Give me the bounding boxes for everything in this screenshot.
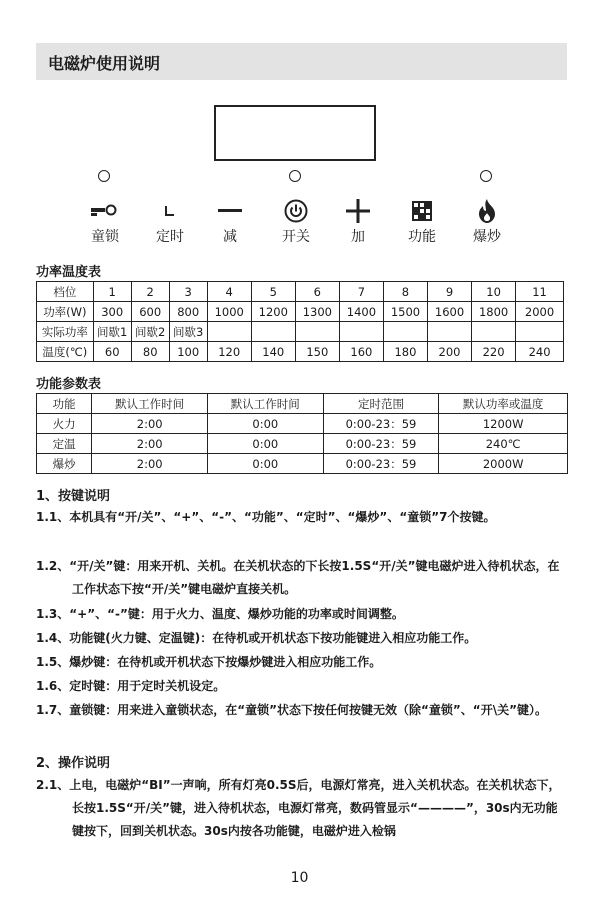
paragraph-1-4: 1.4、功能键(火力键、定温键)：在待机或开机状态下按功能键进入相应功能工作。 xyxy=(36,631,477,645)
table-cell: 140 xyxy=(251,342,295,362)
key-label: 爆炒 xyxy=(473,229,501,245)
table-cell: 11 xyxy=(516,282,564,302)
table-row xyxy=(37,414,568,434)
table-cell xyxy=(427,322,471,342)
paragraph-1-7: 1.7、童锁键：用来进入童锁状态，在“童锁”状态下按任何按键无效（除“童锁”、“开\关”键）。 xyxy=(36,703,547,717)
table-cell: 10 xyxy=(472,282,516,302)
table-cell: 2000W xyxy=(439,454,568,474)
table-cell: 300 xyxy=(93,302,131,322)
key-label: 加 xyxy=(351,229,365,245)
table-cell: 间歇3 xyxy=(169,322,207,342)
table-cell xyxy=(383,322,427,342)
indicator-led-function xyxy=(480,170,492,182)
table-cell xyxy=(207,322,251,342)
keys-section-title: 1、按键说明 xyxy=(36,489,111,504)
table-cell: 180 xyxy=(383,342,427,362)
table-cell: 间歇1 xyxy=(93,322,131,342)
table-cell: 9 xyxy=(427,282,471,302)
indicator-led-power xyxy=(289,170,301,182)
key-label: 减 xyxy=(223,229,237,245)
table-row xyxy=(37,434,568,454)
table-cell: 实际功率 xyxy=(37,322,94,342)
table-cell: 160 xyxy=(339,342,383,362)
plus-key xyxy=(328,198,388,246)
key-label: 童锁 xyxy=(91,229,119,245)
paragraph-1-2: 1.2、“开/关”键：用来开机、关机。在关机状态的下长按1.5S“开/关”键电磁炉进入待机状态，在工作状态下按“开/关”键电磁炉直接关机。 xyxy=(36,559,560,596)
timer-icon xyxy=(140,198,200,224)
table-cell: 0:00 xyxy=(207,454,323,474)
table-cell xyxy=(295,322,339,342)
table-cell: 默认工作时间 xyxy=(92,394,208,414)
table-cell: 默认工作时间 xyxy=(207,394,323,414)
power-table-title: 功率温度表 xyxy=(36,265,102,280)
function-grid-icon xyxy=(392,198,452,224)
table-cell: 1400 xyxy=(339,302,383,322)
table-cell: 1300 xyxy=(295,302,339,322)
power-temperature-table xyxy=(36,281,564,362)
paragraph-2-1: 2.1、上电，电磁炉“BI”一声响，所有灯亮0.5S后，电源灯常亮，进入关机状态。在关机状态下，长按1.5S“开/关”键，进入待机状态，电源灯常亮，数码管显示“————”，30s内无功能键按下，回到关机状态。30s内按各功能键，电磁炉进入检锅 xyxy=(36,778,561,838)
table-row xyxy=(37,454,568,474)
table-cell: 800 xyxy=(169,302,207,322)
function-key xyxy=(392,198,452,246)
table-cell xyxy=(339,322,383,342)
table-cell: 1200W xyxy=(439,414,568,434)
table-cell: 8 xyxy=(383,282,427,302)
page-number: 10 xyxy=(290,870,309,886)
table-cell: 2 xyxy=(131,282,169,302)
table-row xyxy=(37,302,564,322)
table-cell xyxy=(472,322,516,342)
key-label: 定时 xyxy=(156,229,184,245)
table-cell: 150 xyxy=(295,342,339,362)
table-cell: 600 xyxy=(131,302,169,322)
key-label: 开关 xyxy=(282,229,310,245)
table-cell: 2:00 xyxy=(92,454,208,474)
table-cell: 温度(℃) xyxy=(37,342,94,362)
table-cell: 1800 xyxy=(472,302,516,322)
table-cell: 100 xyxy=(169,342,207,362)
table-cell: 2:00 xyxy=(92,434,208,454)
table-cell: 功能 xyxy=(37,394,92,414)
table-row xyxy=(37,282,564,302)
minus-icon xyxy=(200,198,260,224)
table-cell: 120 xyxy=(207,342,251,362)
table-cell: 1 xyxy=(93,282,131,302)
table-cell: 7 xyxy=(339,282,383,302)
table-row xyxy=(37,394,568,414)
table-cell: 档位 xyxy=(37,282,94,302)
table-cell: 爆炒 xyxy=(37,454,92,474)
paragraph-1-1: 1.1、本机具有“开/关”、“+”、“-”、“功能”、“定时”、“爆炒”、“童锁”7个按键。 xyxy=(36,510,496,524)
operations-section-title: 2、操作说明 xyxy=(36,756,111,771)
child-lock-icon xyxy=(75,198,135,224)
function-parameter-table xyxy=(36,393,568,474)
indicator-led-lock xyxy=(98,170,110,182)
paragraph-1-5: 1.5、爆炒键：在待机或开机状态下按爆炒键进入相应功能工作。 xyxy=(36,655,382,669)
table-cell: 3 xyxy=(169,282,207,302)
power-key xyxy=(266,198,326,246)
child-lock-key xyxy=(75,198,135,246)
table-cell: 220 xyxy=(472,342,516,362)
display-window xyxy=(214,105,376,161)
function-table-title: 功能参数表 xyxy=(36,377,102,392)
table-row xyxy=(37,322,564,342)
flame-icon xyxy=(457,198,517,224)
table-cell: 2000 xyxy=(516,302,564,322)
table-cell: 默认功率或温度 xyxy=(439,394,568,414)
table-cell: 5 xyxy=(251,282,295,302)
table-row xyxy=(37,342,564,362)
power-icon xyxy=(266,198,326,224)
table-cell: 0:00-23：59 xyxy=(323,434,439,454)
table-cell: 1600 xyxy=(427,302,471,322)
table-cell: 240℃ xyxy=(439,434,568,454)
table-cell: 200 xyxy=(427,342,471,362)
table-cell: 0:00-23：59 xyxy=(323,454,439,474)
section-header xyxy=(36,43,567,80)
table-cell: 0:00-23：59 xyxy=(323,414,439,434)
paragraph-1-6: 1.6、定时键：用于定时关机设定。 xyxy=(36,679,226,693)
key-label: 功能 xyxy=(408,229,436,245)
table-cell: 6 xyxy=(295,282,339,302)
table-cell xyxy=(251,322,295,342)
table-cell: 1000 xyxy=(207,302,251,322)
table-cell: 60 xyxy=(93,342,131,362)
table-cell xyxy=(516,322,564,342)
table-cell: 4 xyxy=(207,282,251,302)
timer-key xyxy=(140,198,200,246)
table-cell: 火力 xyxy=(37,414,92,434)
table-cell: 1200 xyxy=(251,302,295,322)
plus-icon xyxy=(328,198,388,224)
page-title: 电磁炉使用说明 xyxy=(48,54,161,73)
table-cell: 0:00 xyxy=(207,414,323,434)
table-cell: 80 xyxy=(131,342,169,362)
table-cell: 功率(W) xyxy=(37,302,94,322)
table-cell: 定时范围 xyxy=(323,394,439,414)
table-cell: 间歇2 xyxy=(131,322,169,342)
table-cell: 0:00 xyxy=(207,434,323,454)
table-cell: 240 xyxy=(516,342,564,362)
table-cell: 1500 xyxy=(383,302,427,322)
minus-key xyxy=(200,198,260,246)
boost-key xyxy=(457,198,517,246)
table-cell: 2:00 xyxy=(92,414,208,434)
paragraph-1-3: 1.3、“+”、“-”键：用于火力、温度、爆炒功能的功率或时间调整。 xyxy=(36,607,404,621)
table-cell: 定温 xyxy=(37,434,92,454)
